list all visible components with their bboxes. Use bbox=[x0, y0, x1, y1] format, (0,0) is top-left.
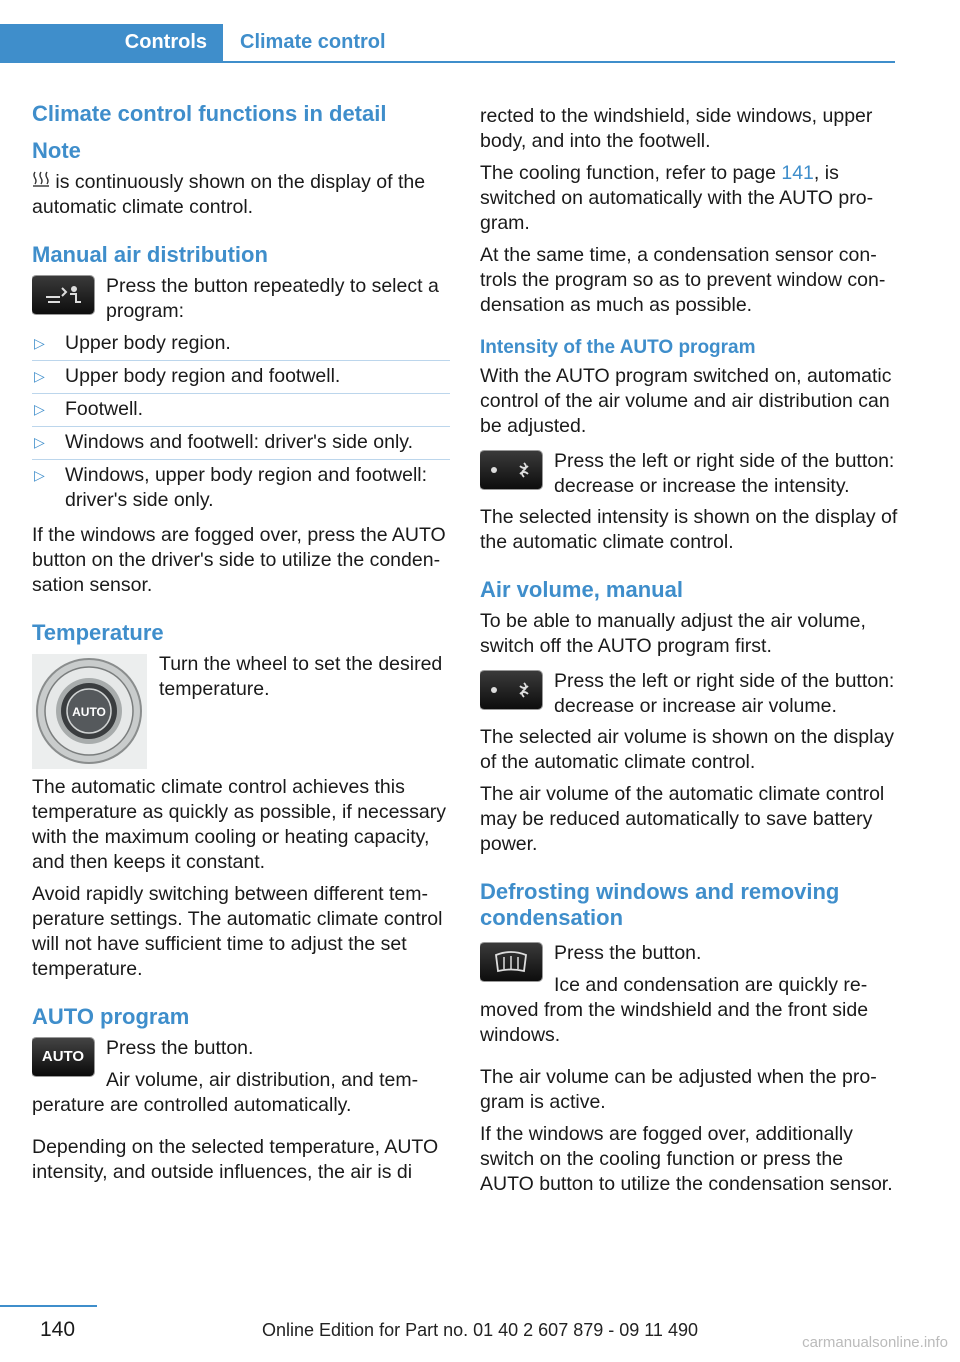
intensity-block bbox=[480, 449, 898, 499]
manual-air-text: Press the button repeatedly to select a program: bbox=[106, 275, 439, 322]
left-column bbox=[32, 100, 450, 1192]
sensor-paragraph: At the same time, a condensation sensor controls the program so as to prevent window condensation as much as possible. bbox=[480, 244, 886, 316]
list-item: ▷ Upper body region. bbox=[32, 328, 450, 361]
heading-functions-in-detail: Climate control functions in detail bbox=[32, 101, 387, 126]
defrost-button bbox=[480, 943, 542, 981]
air-volume-block bbox=[480, 669, 898, 719]
header-tab-controls[interactable]: Controls bbox=[0, 24, 223, 61]
fogged-windows-paragraph: If the windows are fogged over, press the AUTO button on the driver's side to utilize the condensation sensor. bbox=[32, 524, 446, 596]
defrost-paragraph-2: The air volume can be adjusted when the program is active. bbox=[480, 1066, 877, 1113]
page-number: 140 bbox=[40, 1318, 76, 1341]
heading-auto-program: AUTO program bbox=[32, 1004, 190, 1029]
air-distribution-button bbox=[32, 276, 94, 314]
temperature-wheel-icon bbox=[32, 654, 147, 769]
right-column bbox=[480, 104, 898, 1204]
fan-icon bbox=[480, 451, 542, 489]
list-item: ▷ Footwell. bbox=[32, 394, 450, 427]
intensity-button bbox=[480, 451, 542, 489]
defrost-block bbox=[480, 941, 898, 1055]
cooling-text-pre: The cooling function, refer to page bbox=[480, 162, 782, 184]
auto-paragraph-2: Depending on the selected temperature, AUTO intensity, and outside influences, the air is di bbox=[32, 1136, 439, 1183]
auto-program-block bbox=[32, 1036, 450, 1125]
auto-press-text: Press the button. bbox=[106, 1037, 254, 1059]
intensity-shown-text: The selected intensity is shown on the display of the automatic climate control. bbox=[480, 506, 898, 553]
list-item: ▷ Windows, upper body region and footwell: driver's side only. bbox=[32, 460, 450, 517]
continued-text: rected to the windshield, side windows, upper body, and into the footwell. bbox=[480, 105, 873, 152]
header-tab-climate-control[interactable]: Climate control bbox=[240, 31, 386, 53]
page-reference-link[interactable]: 141 bbox=[781, 162, 814, 184]
air-volume-button bbox=[480, 671, 542, 709]
manual-air-block bbox=[32, 274, 450, 324]
cooling-text-post: , is switched on automatically with the AUTO program. bbox=[480, 162, 874, 234]
auto-description: Air volume, air distribution, and temperature are controlled automatically. bbox=[32, 1069, 419, 1116]
fan-icon bbox=[480, 671, 542, 709]
air-distribution-icon bbox=[32, 276, 94, 314]
note-paragraph bbox=[32, 170, 450, 220]
air-volume-paragraph: To be able to manually adjust the air volume, switch off the AUTO program first. bbox=[480, 610, 866, 657]
intensity-press-text: Press the left or right side of the button: decrease or increase the intensity. bbox=[554, 450, 895, 497]
air-volume-shown-text: The selected air volume is shown on the display of the automatic climate control. bbox=[480, 726, 895, 773]
air-volume-press-text: Press the left or right side of the button: decrease or increase air volume. bbox=[554, 670, 895, 717]
defrost-press-text: Press the button. bbox=[554, 942, 702, 964]
heated-window-icon bbox=[32, 171, 55, 193]
defrost-paragraph-3: If the windows are fogged over, additionally switch on the cooling function or press the AUTO button to utilize the condensation sensor. bbox=[480, 1123, 893, 1195]
cooling-paragraph bbox=[480, 161, 898, 236]
heading-note: Note bbox=[32, 138, 81, 163]
intensity-paragraph: With the AUTO program switched on, automatic control of the air volume and air distribution can be adjusted. bbox=[480, 365, 892, 437]
heading-defrost: Defrosting windows and removing condensation bbox=[480, 879, 840, 930]
defrost-description: Ice and condensation are quickly removed from the windshield and the front side windows. bbox=[480, 974, 869, 1046]
note-text: is continuously shown on the display of the automatic climate control. bbox=[32, 171, 426, 218]
temperature-paragraph-2: Avoid rapidly switching between different temperature settings. The automatic climate control will not have sufficient time to adjust the set temperature. bbox=[32, 883, 443, 980]
heading-intensity: Intensity of the AUTO program bbox=[480, 337, 756, 358]
defrost-icon bbox=[480, 943, 542, 981]
program-steps-list bbox=[32, 328, 450, 517]
temperature-wheel-image bbox=[32, 654, 147, 769]
heading-manual-air-distribution: Manual air distribution bbox=[32, 242, 268, 267]
temperature-block bbox=[32, 652, 450, 775]
heading-temperature: Temperature bbox=[32, 620, 164, 645]
list-item: ▷ Upper body region and footwell. bbox=[32, 361, 450, 394]
page-header bbox=[0, 24, 895, 63]
list-item: ▷ Windows and footwell: driver's side only. bbox=[32, 427, 450, 460]
watermark: carmanualsonline.info bbox=[802, 1334, 948, 1351]
wheel-auto-label: AUTO bbox=[72, 705, 106, 719]
heading-air-volume: Air volume, manual bbox=[480, 577, 683, 602]
temperature-paragraph-1: The automatic climate control achieves this temperature as quickly as possible, if necessary with the maximum cooling or heating capacity, and then keeps it constant. bbox=[32, 776, 447, 873]
air-volume-reduced-text: The air volume of the automatic climate control may be reduced automatically to save battery power. bbox=[480, 783, 885, 855]
edition-text: Online Edition for Part no. 01 40 2 607 879 - 09 11 490 bbox=[262, 1320, 698, 1340]
temperature-instruction: Turn the wheel to set the desired temperature. bbox=[159, 653, 443, 700]
auto-button: AUTO bbox=[32, 1038, 94, 1076]
footer-rule bbox=[0, 1305, 97, 1307]
